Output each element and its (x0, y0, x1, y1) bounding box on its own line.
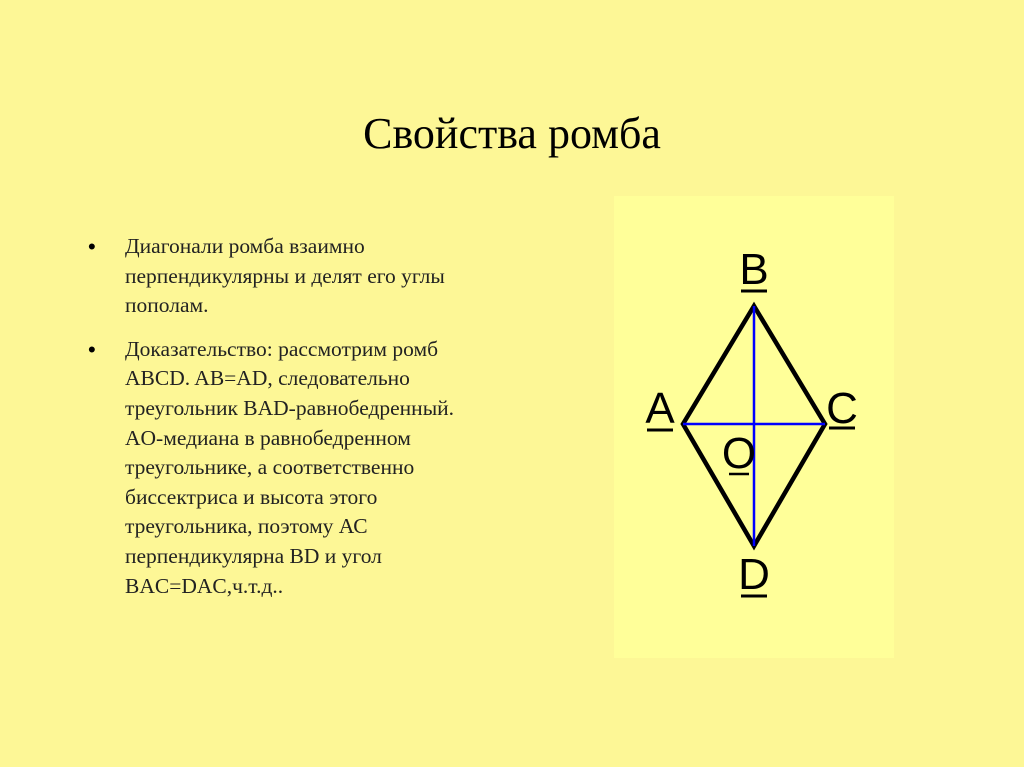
bullet-marker: • (88, 234, 96, 259)
vertex-label-b: B (739, 245, 769, 294)
bullet-text-proof: Доказательство: рассмотрим ромб ABCD. AB=AD, следовательно треугольник BAD-равнобедренный. AO-медиана в равнобедренном треугольнике, а соответственно биссектриса и высота этого треугольника, поэтому АС перпендикулярна BD и угол BAC=DAC,ч.т.д.. (125, 336, 455, 598)
rhombus-figure (614, 196, 894, 658)
vertex-label-a: A (645, 384, 675, 433)
slide-title: Свойства ромба (363, 109, 661, 158)
bullet-item-proof (88, 335, 483, 601)
bullet-item-diagonals (88, 232, 483, 321)
vertex-label-c: C (826, 384, 858, 433)
bullet-marker: • (88, 336, 96, 362)
vertex-label-d: D (738, 550, 770, 599)
bullet-list (88, 232, 483, 615)
rhombus-diagram (614, 196, 894, 658)
bullet-text-diagonals: Диагонали ромба взаимно перпендикулярны и делят его углы пополам. (125, 234, 445, 318)
vertex-label-o: O (721, 429, 757, 478)
